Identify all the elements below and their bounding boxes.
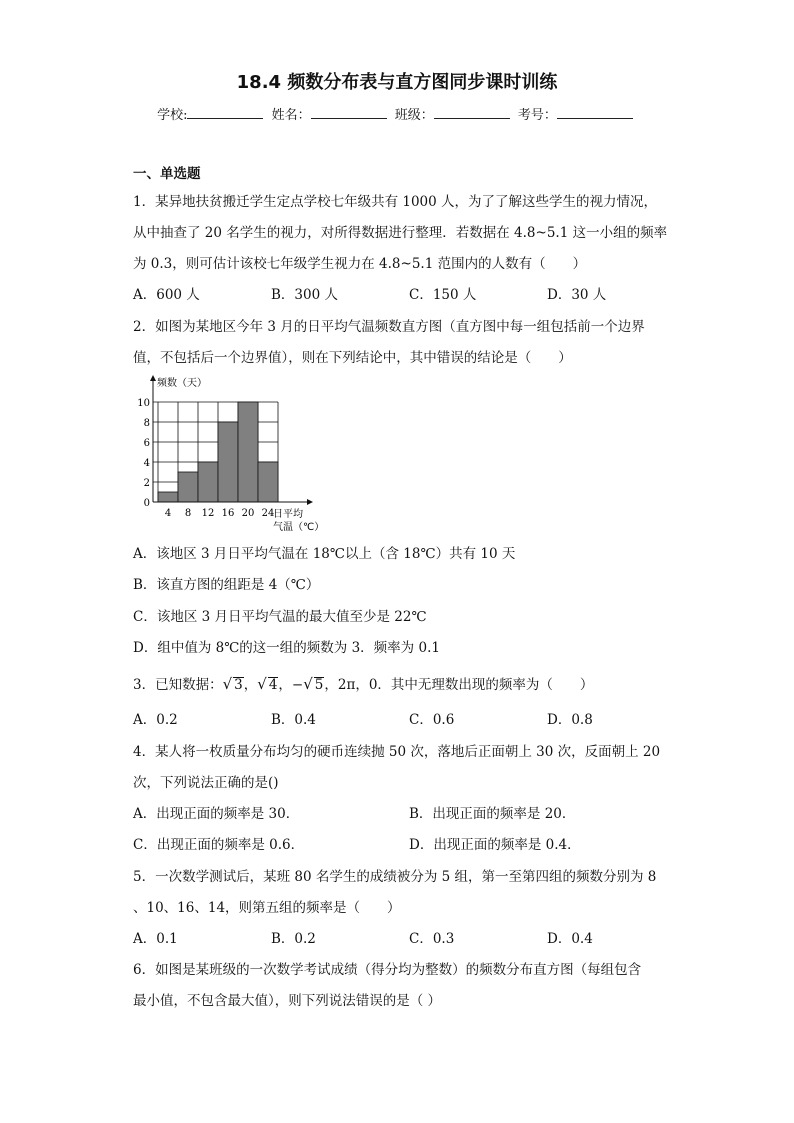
q4-option-b[interactable]: B．出现正面的频率是 20． [409,806,576,822]
q3-prefix: 3．已知数据： [133,677,223,693]
q3-sep-1: ， [243,677,258,693]
q1-line-1: 1．某异地扶贫搬迁学生定点学校七年级共有 1000 人，为了了解这些学生的视力情况， [133,194,658,210]
y-tick-label: 2 [143,478,150,489]
school-label: 学校: [157,108,188,123]
histogram-bar [258,462,278,502]
q4-option-d[interactable]: D．出现正面的频率是 0.4． [409,837,581,853]
q4-line-1: 4．某人将一枚质量分布均匀的硬币连续抛 50 次，落地后正面朝上 30 次，反面朝上 20 [133,744,661,760]
q4-option-c[interactable]: C．出现正面的频率是 0.6． [133,837,305,853]
histogram-bar [158,492,178,502]
q5-option-c[interactable]: C．0.3 [409,931,455,947]
y-axis-arrow [150,375,156,381]
q4-option-a[interactable]: A．出现正面的频率是 30． [133,806,300,822]
q1-line-2: 从中抽查了 20 名学生的视力，对所得数据进行整理．若数据在 4.8~5.1 这一小组的频率 [133,225,668,241]
histogram-bar [218,422,238,502]
q3-negative-sign: − [291,677,304,693]
q5-option-a[interactable]: A．0.1 [133,931,178,947]
x-tick-label: 24 [261,508,275,519]
q6-line-1: 6．如图是某班级的一次数学考试成绩（得分均为整数）的频数分布直方图（每组包含 [133,962,642,978]
q3-suffix: ，2π，0．其中无理数出现的频率为（ ） [324,677,594,693]
histogram-bar [198,462,218,502]
radicand-1: 3 [234,677,243,693]
name-blank[interactable] [311,106,387,119]
q5-line-2: 、10、16、14，则第五组的频率是（ ） [133,900,401,916]
x-axis-arrow [307,499,313,505]
y-tick-label: 6 [143,438,150,449]
y-axis-label: 频数（天） [157,378,207,389]
x-tick-label: 8 [184,508,192,519]
page-title: 18.4 频数分布表与直方图同步课时训练 [236,72,558,93]
q3-option-d[interactable]: D．0.8 [547,712,593,728]
q5-option-d[interactable]: D．0.4 [547,931,593,947]
temperature-histogram [133,372,343,538]
q1-option-b[interactable]: B．300 人 [271,287,338,303]
number-label: 考号： [517,108,557,123]
radical-sign-3: √ [303,675,313,693]
x-axis-label-line2: 气温（℃） [273,522,325,533]
q3-option-b[interactable]: B．0.4 [271,712,316,728]
q2-option-c[interactable]: C．该地区 3 月日平均气温的最大值至少是 22℃ [133,609,427,625]
class-blank[interactable] [434,106,510,119]
q5-line-1: 5．一次数学测试后，某班 80 名学生的成绩被分为 5 组，第一至第四组的频数分别为 8 [133,869,657,885]
y-tick-label: 8 [143,418,150,429]
q2-option-a[interactable]: A．该地区 3 月日平均气温在 18℃以上（含 18℃）共有 10 天 [133,546,516,562]
x-axis-label-line1: 日平均 [273,509,303,520]
y-tick-label: 10 [137,398,150,409]
y-tick-label: 0 [143,498,150,509]
x-tick-label: 20 [241,508,255,519]
q5-option-b[interactable]: B．0.2 [271,931,316,947]
q2-line-1: 2．如图为某地区今年 3 月的日平均气温频数直方图（直方图中每一组包括前一个边界 [133,319,645,335]
q3-stem [133,675,593,694]
x-tick-labels [165,508,275,519]
name-label: 姓名： [271,108,311,123]
histogram-bar [238,402,258,502]
q4-line-2: 次，下列说法正确的是() [133,775,279,791]
q2-option-b[interactable]: B．该直方图的组距是 4（℃） [133,577,320,593]
y-tick-labels [137,398,150,509]
student-info-row [0,104,794,123]
number-blank[interactable] [557,106,633,119]
y-tick-label: 4 [143,458,150,469]
q1-option-c[interactable]: C．150 人 [409,287,477,303]
class-label: 班级： [394,108,434,123]
q1-line-3: 为 0.3，则可估计该校七年级学生视力在 4.8~5.1 范围内的人数有（ ） [133,256,587,272]
q1-option-a[interactable]: A．600 人 [133,287,200,303]
q3-sep-2: ， [278,677,292,693]
radicand-3: 5 [314,677,324,693]
school-blank[interactable] [187,106,263,119]
histogram-bar [178,472,198,502]
q3-option-c[interactable]: C．0.6 [409,712,455,728]
q1-option-d[interactable]: D．30 人 [547,287,607,303]
radical-sign-2: √ [257,675,267,693]
radical-sign-1: √ [222,675,233,693]
x-tick-label: 4 [164,508,172,519]
q3-option-a[interactable]: A．0.2 [133,712,178,728]
section-heading: 一、单选题 [133,166,201,182]
q6-line-2: 最小值，不包含最大值），则下列说法错误的是（ ） [133,993,442,1009]
q2-option-d[interactable]: D．组中值为 8℃的这一组的频数为 3．频率为 0.1 [133,640,440,656]
x-tick-label: 12 [201,508,215,519]
radicand-2: 4 [268,677,278,693]
x-tick-label: 16 [221,508,235,519]
q2-line-2: 值，不包括后一个边界值），则在下列结论中，其中错误的结论是（ ） [133,350,572,366]
